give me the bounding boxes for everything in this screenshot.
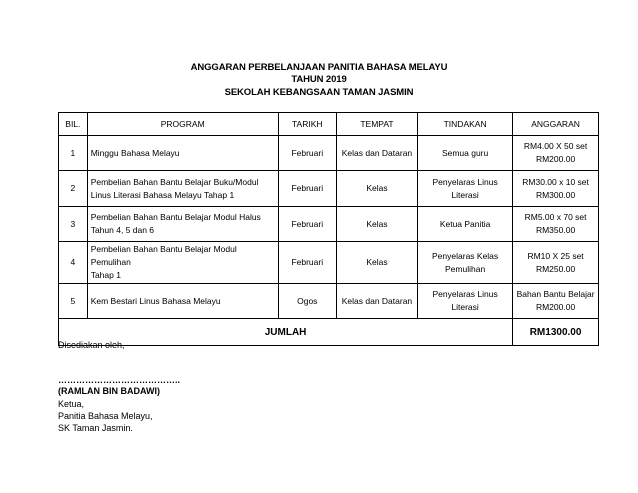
tindakan-text: Penyelaras Kelas xyxy=(432,250,499,261)
total-row xyxy=(59,319,599,346)
table-row xyxy=(59,284,599,319)
tindakan-text-cont: Pemulihan xyxy=(445,263,486,274)
cell-program xyxy=(87,242,278,284)
cell-bil: 2 xyxy=(59,171,88,207)
program-text: Minggu Bahasa Melayu xyxy=(90,147,180,158)
tindakan-text: Penyelaras Linus xyxy=(432,176,498,187)
cell-tempat: Kelas xyxy=(336,242,417,284)
cell-tindakan: Semua guru xyxy=(418,136,513,171)
cell-program xyxy=(87,284,278,319)
program-text-cont: Tahun 4, 5 dan 6 xyxy=(90,225,155,235)
budget-table xyxy=(58,112,599,346)
anggaran-detail: Bahan Bantu Belajar xyxy=(516,289,595,299)
cell-tempat: Kelas xyxy=(336,171,417,207)
cell-anggaran xyxy=(513,207,599,242)
col-header-tindakan: TINDAKAN xyxy=(418,113,513,136)
table-row xyxy=(59,136,599,171)
col-header-tempat: TEMPAT xyxy=(336,113,417,136)
cell-program xyxy=(87,136,278,171)
program-text-cont: Tahap 1 xyxy=(90,270,121,280)
anggaran-amount: RM300.00 xyxy=(535,189,576,200)
anggaran-amount: RM200.00 xyxy=(535,154,576,164)
col-header-bil: BIL. xyxy=(59,113,88,136)
cell-bil: 3 xyxy=(59,207,88,242)
signatory-name: (RAMLAN BIN BADAWI) xyxy=(58,386,160,396)
cell-tindakan xyxy=(418,171,513,207)
cell-program xyxy=(87,207,278,242)
signatory-unit: Panitia Bahasa Melayu, xyxy=(58,411,153,421)
cell-anggaran xyxy=(513,284,599,319)
anggaran-detail: RM10 X 25 set xyxy=(527,250,584,261)
school-name: SEKOLAH KEBANGSAAN TAMAN JASMIN xyxy=(224,87,414,98)
anggaran-amount: RM350.00 xyxy=(535,225,576,235)
table-row xyxy=(59,207,599,242)
cell-tindakan xyxy=(418,284,513,319)
anggaran-detail: RM30.00 x 10 set xyxy=(522,176,589,187)
total-label: JUMLAH xyxy=(59,319,513,346)
table-row xyxy=(59,171,599,207)
document-year: TAHUN 2019 xyxy=(291,74,347,85)
tindakan-text: Penyelaras Linus xyxy=(432,289,498,299)
col-header-tarikh: TARIKH xyxy=(278,113,336,136)
tindakan-text-cont: Literasi xyxy=(451,302,479,312)
anggaran-detail: RM5.00 x 70 set xyxy=(524,212,587,222)
signatory-school: SK Taman Jasmin. xyxy=(58,423,133,433)
prepared-by-label: Disediakan oleh, xyxy=(58,340,125,350)
cell-tindakan xyxy=(418,242,513,284)
cell-tarikh: Februari xyxy=(278,207,336,242)
table-row xyxy=(59,242,599,284)
cell-tarikh: Februari xyxy=(278,242,336,284)
cell-tindakan: Ketua Panitia xyxy=(418,207,513,242)
anggaran-amount: RM250.00 xyxy=(535,263,576,274)
cell-tempat: Kelas dan Dataran xyxy=(336,136,417,171)
program-text: Pembelian Bahan Bantu Belajar Buku/Modul xyxy=(90,176,259,187)
anggaran-amount: RM200.00 xyxy=(535,302,576,312)
cell-bil: 1 xyxy=(59,136,88,171)
signature-line: ………………………………….. xyxy=(58,375,181,385)
program-text: Pembelian Bahan Bantu Belajar Modul Halus xyxy=(90,212,261,222)
cell-tempat: Kelas xyxy=(336,207,417,242)
program-text: Pembelian Bahan Bantu Belajar Modul Pemulihan xyxy=(90,244,237,267)
col-header-program: PROGRAM xyxy=(87,113,278,136)
total-value: RM1300.00 xyxy=(513,319,599,346)
cell-anggaran xyxy=(513,242,599,284)
col-header-anggaran: ANGGARAN xyxy=(513,113,599,136)
cell-program xyxy=(87,171,278,207)
program-text: Kem Bestari Linus Bahasa Melayu xyxy=(90,295,221,306)
cell-tarikh: Februari xyxy=(278,171,336,207)
table-header-row xyxy=(59,113,599,136)
anggaran-detail: RM4.00 X 50 set xyxy=(523,141,588,151)
cell-tempat: Kelas dan Dataran xyxy=(336,284,417,319)
tindakan-text-cont: Literasi xyxy=(451,189,479,200)
cell-tarikh: Ogos xyxy=(278,284,336,319)
cell-bil: 5 xyxy=(59,284,88,319)
signatory-position: Ketua, xyxy=(58,399,85,409)
cell-tarikh: Februari xyxy=(278,136,336,171)
cell-anggaran xyxy=(513,171,599,207)
cell-anggaran xyxy=(513,136,599,171)
document-title: ANGGARAN PERBELANJAAN PANITIA BAHASA MELAYU xyxy=(190,62,448,73)
cell-bil: 4 xyxy=(59,242,88,284)
program-text-cont: Linus Literasi Bahasa Melayu Tahap 1 xyxy=(90,189,235,200)
